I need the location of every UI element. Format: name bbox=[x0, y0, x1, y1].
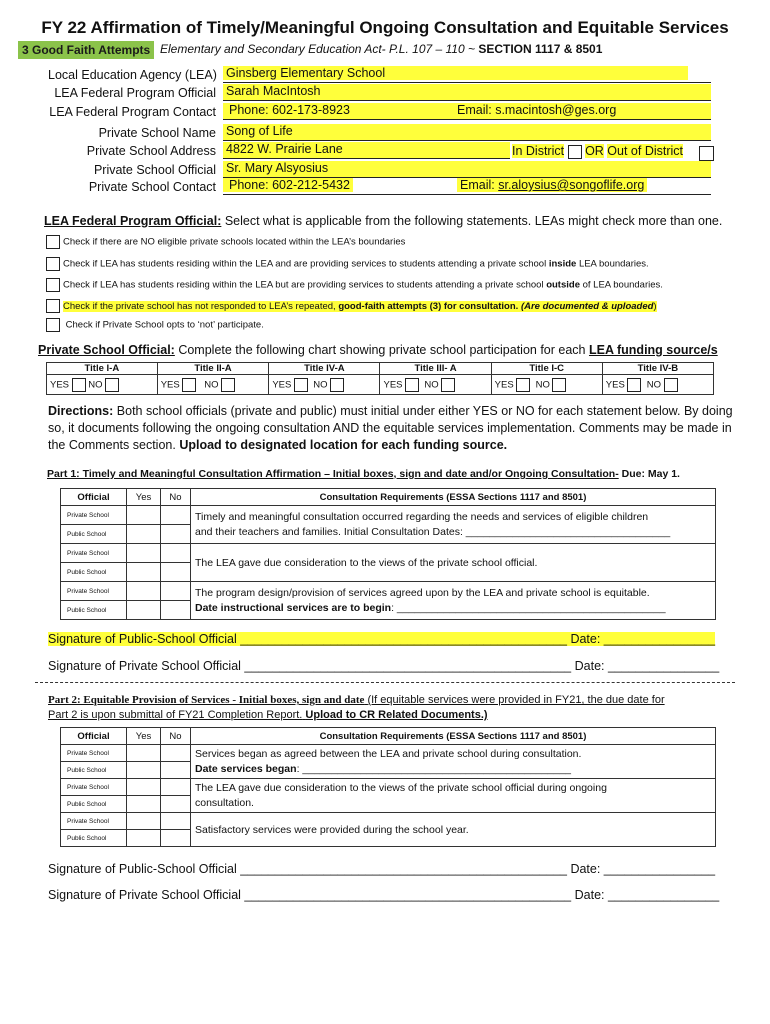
title-6-yes-box[interactable] bbox=[627, 378, 641, 392]
p1-r3-public-yes[interactable] bbox=[127, 601, 161, 620]
p2-r3-private-yes[interactable] bbox=[127, 813, 161, 830]
p1-r1-private-no[interactable] bbox=[161, 506, 191, 525]
private-address-field[interactable] bbox=[223, 142, 510, 159]
part2-col-no: No bbox=[161, 728, 191, 745]
private-instruction-bold: LEA funding source/s bbox=[588, 343, 718, 357]
directions bbox=[48, 403, 738, 454]
p1-r3-public-no[interactable] bbox=[161, 601, 191, 620]
p1-r1-private: Private School bbox=[61, 506, 127, 525]
lea-option-2-text: Check if LEA has students residing within the LEA and are providing services to students attending a private school bbox=[63, 258, 547, 270]
p1-r1-public-yes[interactable] bbox=[127, 525, 161, 544]
yes-label: YES bbox=[50, 379, 70, 391]
private-contact-email-prefix: Email: bbox=[460, 178, 495, 192]
lea-agency-field[interactable] bbox=[223, 66, 711, 83]
title-4-no-box[interactable] bbox=[441, 378, 455, 392]
p1-req1-line2: and their teachers and families. Initial Consultation Dates: ___________________________________ bbox=[195, 525, 671, 538]
lea-official-value: Sarah MacIntosh bbox=[226, 84, 321, 98]
lea-contact-field[interactable] bbox=[223, 103, 711, 120]
lea-option-2-bold: inside bbox=[548, 258, 577, 270]
title-6-choice bbox=[602, 375, 713, 395]
lea-agency-value: Ginsberg Elementary School bbox=[223, 66, 388, 80]
yes-label: YES bbox=[383, 379, 403, 391]
p1-req3 bbox=[191, 582, 716, 620]
p1-r2-public-no[interactable] bbox=[161, 563, 191, 582]
p1-r1-private-yes[interactable] bbox=[127, 506, 161, 525]
p2-req2-line2: consultation. bbox=[195, 796, 254, 809]
or-text: OR bbox=[585, 144, 604, 158]
part2-sig-public[interactable]: Signature of Public-School Official _______________________________________________ Date: ________________ bbox=[48, 862, 716, 876]
lea-option-4-bold: good-faith attempts (3) for consultation. bbox=[338, 300, 519, 312]
part1-table bbox=[60, 488, 716, 620]
private-official-label: Private School Official bbox=[93, 163, 216, 177]
no-label: NO bbox=[646, 379, 661, 391]
title-header-4: Title III- A bbox=[380, 363, 491, 375]
part2-heading-bold: Part 2: Equitable Provision of Services - Initial boxes, sign and date bbox=[48, 694, 365, 706]
p2-r1-public: Public School bbox=[61, 762, 127, 779]
private-official-value: Sr. Mary Alsyosius bbox=[226, 161, 329, 175]
private-official-field[interactable] bbox=[223, 161, 711, 178]
p2-r2-public-no[interactable] bbox=[161, 796, 191, 813]
p1-req2: The LEA gave due consideration to the views of the private school official. bbox=[191, 544, 716, 582]
p2-r3-private-no[interactable] bbox=[161, 813, 191, 830]
title-participation-table bbox=[46, 362, 714, 395]
out-of-district-checkbox[interactable] bbox=[699, 146, 714, 161]
part2-heading-line2-bold: Upload to CR Related Documents.) bbox=[305, 709, 488, 721]
p1-r2-public-yes[interactable] bbox=[127, 563, 161, 582]
title-header-6: Title IV-B bbox=[602, 363, 713, 375]
no-label: NO bbox=[424, 379, 439, 391]
title-3-choice bbox=[269, 375, 380, 395]
yes-label: YES bbox=[605, 379, 625, 391]
title-5-no-box[interactable] bbox=[552, 378, 566, 392]
part2-sig-private[interactable]: Signature of Private School Official _______________________________________________ Date: ________________ bbox=[48, 888, 720, 902]
p2-r1-public-no[interactable] bbox=[161, 762, 191, 779]
lea-heading-label: LEA Federal Program Official: bbox=[44, 214, 222, 228]
part1-heading-text: Part 1: Timely and Meaningful Consultation Affirmation – Initial boxes, sign and date and/or Ongoing Consultation- bbox=[47, 468, 619, 480]
p2-req1-line1: Services began as agreed between the LEA and private school during consultation. bbox=[195, 747, 582, 760]
in-district-label: In District bbox=[512, 144, 565, 158]
p2-req1-bold: Date services began bbox=[195, 762, 297, 775]
title-2-choice bbox=[157, 375, 269, 395]
p1-r1-public-no[interactable] bbox=[161, 525, 191, 544]
lea-contact-label: LEA Federal Program Contact bbox=[49, 105, 216, 119]
p2-r1-public-yes[interactable] bbox=[127, 762, 161, 779]
lea-section-heading bbox=[44, 214, 722, 228]
lea-contact-email: Email: s.macintosh@ges.org bbox=[457, 103, 617, 117]
p1-req1-line1: Timely and meaningful consultation occurred regarding the needs and services of eligible children bbox=[195, 510, 649, 523]
private-name-field[interactable] bbox=[223, 124, 711, 141]
part2-heading bbox=[48, 693, 665, 723]
part1-col-yes: Yes bbox=[127, 489, 161, 506]
lea-option-4-checkbox[interactable] bbox=[46, 299, 60, 313]
no-label: NO bbox=[313, 379, 328, 391]
title-5-yes-box[interactable] bbox=[516, 378, 530, 392]
lea-option-2-tail: LEA boundaries. bbox=[578, 258, 649, 270]
part1-col-req: Consultation Requirements (ESSA Sections 1117 and 8501) bbox=[191, 489, 716, 506]
private-instruction: Complete the following chart showing private school participation for each bbox=[178, 343, 586, 357]
part2-heading-rest: (If equitable services were provided in FY21, the due date for bbox=[367, 694, 665, 706]
p1-req1 bbox=[191, 506, 716, 544]
p2-r2-private-no[interactable] bbox=[161, 779, 191, 796]
part1-col-official: Official bbox=[61, 489, 127, 506]
subtitle-section: SECTION 1117 & 8501 bbox=[478, 42, 603, 56]
title-4-yes-box[interactable] bbox=[405, 378, 419, 392]
title-3-no-box[interactable] bbox=[330, 378, 344, 392]
in-district-checkbox[interactable] bbox=[568, 145, 582, 159]
lea-option-3-checkbox[interactable] bbox=[46, 278, 60, 292]
directions-label: Directions: bbox=[48, 404, 114, 418]
p2-r2-private: Private School bbox=[61, 779, 127, 796]
section-divider bbox=[35, 682, 735, 683]
district-choice bbox=[512, 144, 683, 159]
p2-r3-public-yes[interactable] bbox=[127, 830, 161, 847]
lea-option-3-tail: of LEA boundaries. bbox=[582, 279, 663, 291]
p2-req2 bbox=[191, 779, 716, 813]
p2-r2-public: Public School bbox=[61, 796, 127, 813]
part1-due: Due: May 1. bbox=[621, 468, 680, 480]
p2-req1 bbox=[191, 745, 716, 779]
title-header-5: Title I-C bbox=[491, 363, 602, 375]
p2-req1-tail: : ______________________________________________ bbox=[296, 762, 572, 775]
lea-option-2-checkbox[interactable] bbox=[46, 257, 60, 271]
private-contact-email-wrap bbox=[457, 178, 647, 192]
private-contact-phone: Phone: 602-212-5432 bbox=[223, 178, 353, 192]
p2-r3-public-no[interactable] bbox=[161, 830, 191, 847]
private-name-value: Song of Life bbox=[226, 124, 293, 138]
no-label: NO bbox=[88, 379, 103, 391]
private-heading-label: Private School Official: bbox=[38, 343, 175, 357]
title-1-choice bbox=[47, 375, 158, 395]
private-address-label: Private School Address bbox=[86, 144, 216, 158]
title-1-yes-box[interactable] bbox=[72, 378, 86, 392]
title-header-1: Title I-A bbox=[47, 363, 158, 375]
lea-option-4 bbox=[46, 299, 657, 313]
p1-r3-private-yes[interactable] bbox=[127, 582, 161, 601]
p2-r2-public-yes[interactable] bbox=[127, 796, 161, 813]
lea-instruction: Select what is applicable from the following statements. LEAs might check more than one. bbox=[224, 214, 723, 228]
part1-col-no: No bbox=[161, 489, 191, 506]
p2-r2-private-yes[interactable] bbox=[127, 779, 161, 796]
p1-req3-tail: : ______________________________________________ bbox=[391, 601, 666, 614]
lea-option-1-checkbox[interactable] bbox=[46, 235, 60, 249]
private-address-value: 4822 W. Prairie Lane bbox=[226, 142, 343, 156]
no-label: NO bbox=[204, 379, 219, 391]
part1-sig-private[interactable]: Signature of Private School Official _______________________________________________ Date: ________________ bbox=[48, 659, 720, 673]
lea-contact-phone: Phone: 602-173-8923 bbox=[229, 103, 350, 117]
p2-r3-private: Private School bbox=[61, 813, 127, 830]
lea-option-4-close: ) bbox=[653, 300, 657, 312]
private-name-label: Private School Name bbox=[98, 126, 216, 140]
lea-option-2 bbox=[46, 257, 649, 271]
p2-r3-public: Public School bbox=[61, 830, 127, 847]
p2-req2-line1: The LEA gave due consideration to the views of the private school official during ongoing bbox=[195, 781, 607, 794]
p1-r2-public: Public School bbox=[61, 563, 127, 582]
p2-r1-private-yes[interactable] bbox=[127, 745, 161, 762]
p1-r3-private: Private School bbox=[61, 582, 127, 601]
lea-option-3 bbox=[46, 278, 663, 292]
lea-option-4-highlight bbox=[63, 301, 657, 312]
lea-official-field[interactable] bbox=[223, 84, 711, 101]
private-section-heading bbox=[38, 343, 718, 357]
yes-label: YES bbox=[272, 379, 292, 391]
good-faith-badge: 3 Good Faith Attempts bbox=[18, 41, 154, 59]
part2-table bbox=[60, 727, 716, 847]
title-6-no-box[interactable] bbox=[664, 378, 678, 392]
p1-r2-private-yes[interactable] bbox=[127, 544, 161, 563]
lea-option-4-italic: (Are documented & uploaded bbox=[520, 300, 654, 312]
lea-option-5 bbox=[46, 318, 264, 332]
p2-req3: Satisfactory services were provided during the school year. bbox=[191, 813, 716, 847]
p2-r1-private: Private School bbox=[61, 745, 127, 762]
part2-heading-line2: Part 2 is upon submittal of FY21 Completion Report. bbox=[48, 709, 303, 721]
lea-option-1 bbox=[46, 235, 405, 249]
p2-r1-private-no[interactable] bbox=[161, 745, 191, 762]
title-3-yes-box[interactable] bbox=[294, 378, 308, 392]
yes-label: YES bbox=[494, 379, 514, 391]
part2-col-req: Consultation Requirements (ESSA Sections 1117 and 8501) bbox=[191, 728, 716, 745]
subtitle-act: Elementary and Secondary Education Act- P.L. 107 – 110 ~ bbox=[160, 42, 475, 56]
p1-r1-public: Public School bbox=[61, 525, 127, 544]
lea-option-5-text: Check if Private School opts to ‘not’ participate. bbox=[65, 319, 264, 331]
private-contact-label: Private School Contact bbox=[88, 180, 216, 194]
part2-col-official: Official bbox=[61, 728, 127, 745]
lea-option-5-checkbox[interactable] bbox=[46, 318, 60, 332]
p1-r3-private-no[interactable] bbox=[161, 582, 191, 601]
lea-option-4-text: Check if the private school has not responded to LEA’s repeated, bbox=[63, 300, 336, 312]
page-title: FY 22 Affirmation of Timely/Meaningful Ongoing Consultation and Equitable Services bbox=[41, 18, 729, 37]
p1-req3-bold: Date instructional services are to begin bbox=[195, 601, 392, 614]
title-2-no-box[interactable] bbox=[221, 378, 235, 392]
no-label: NO bbox=[535, 379, 550, 391]
yes-label: YES bbox=[160, 379, 180, 391]
private-contact-email: sr.aloysius@songoflife.org bbox=[498, 178, 645, 192]
p1-r2-private: Private School bbox=[61, 544, 127, 563]
title-header-3: Title IV-A bbox=[269, 363, 380, 375]
p1-r2-private-no[interactable] bbox=[161, 544, 191, 563]
private-contact-field[interactable] bbox=[223, 178, 711, 195]
lea-option-3-bold: outside bbox=[546, 279, 580, 291]
lea-official-label: LEA Federal Program Official bbox=[54, 86, 216, 100]
directions-upload: Upload to designated location for each funding source. bbox=[179, 438, 508, 452]
p1-r3-public: Public School bbox=[61, 601, 127, 620]
lea-agency-label: Local Education Agency (LEA) bbox=[48, 68, 217, 82]
title-4-choice bbox=[380, 375, 491, 395]
subtitle bbox=[160, 42, 602, 56]
title-1-no-box[interactable] bbox=[105, 378, 119, 392]
title-5-choice bbox=[491, 375, 602, 395]
p1-req3-line1: The program design/provision of services agreed upon by the LEA and private school is equitable. bbox=[195, 586, 650, 599]
title-header-2: Title II-A bbox=[157, 363, 269, 375]
lea-option-3-text: Check if LEA has students residing within the LEA but are providing services to students attending a private school bbox=[63, 279, 544, 291]
title-2-yes-box[interactable] bbox=[182, 378, 196, 392]
part1-heading bbox=[47, 468, 680, 480]
part2-col-yes: Yes bbox=[127, 728, 161, 745]
out-of-district-label: Out of District bbox=[607, 144, 684, 158]
directions-text: Both school officials (private and public) must initial under either YES or NO for each statement below. By doing so, it documents following the ongoing consultation AND the equitable services implementation. Comments may be made in the Comments section. bbox=[48, 404, 733, 452]
lea-option-1-text: Check if there are NO eligible private schools located within the LEA’s boundaries bbox=[63, 236, 406, 248]
part1-sig-public[interactable]: Signature of Public-School Official _______________________________________________ Date: ________________ bbox=[48, 632, 716, 646]
